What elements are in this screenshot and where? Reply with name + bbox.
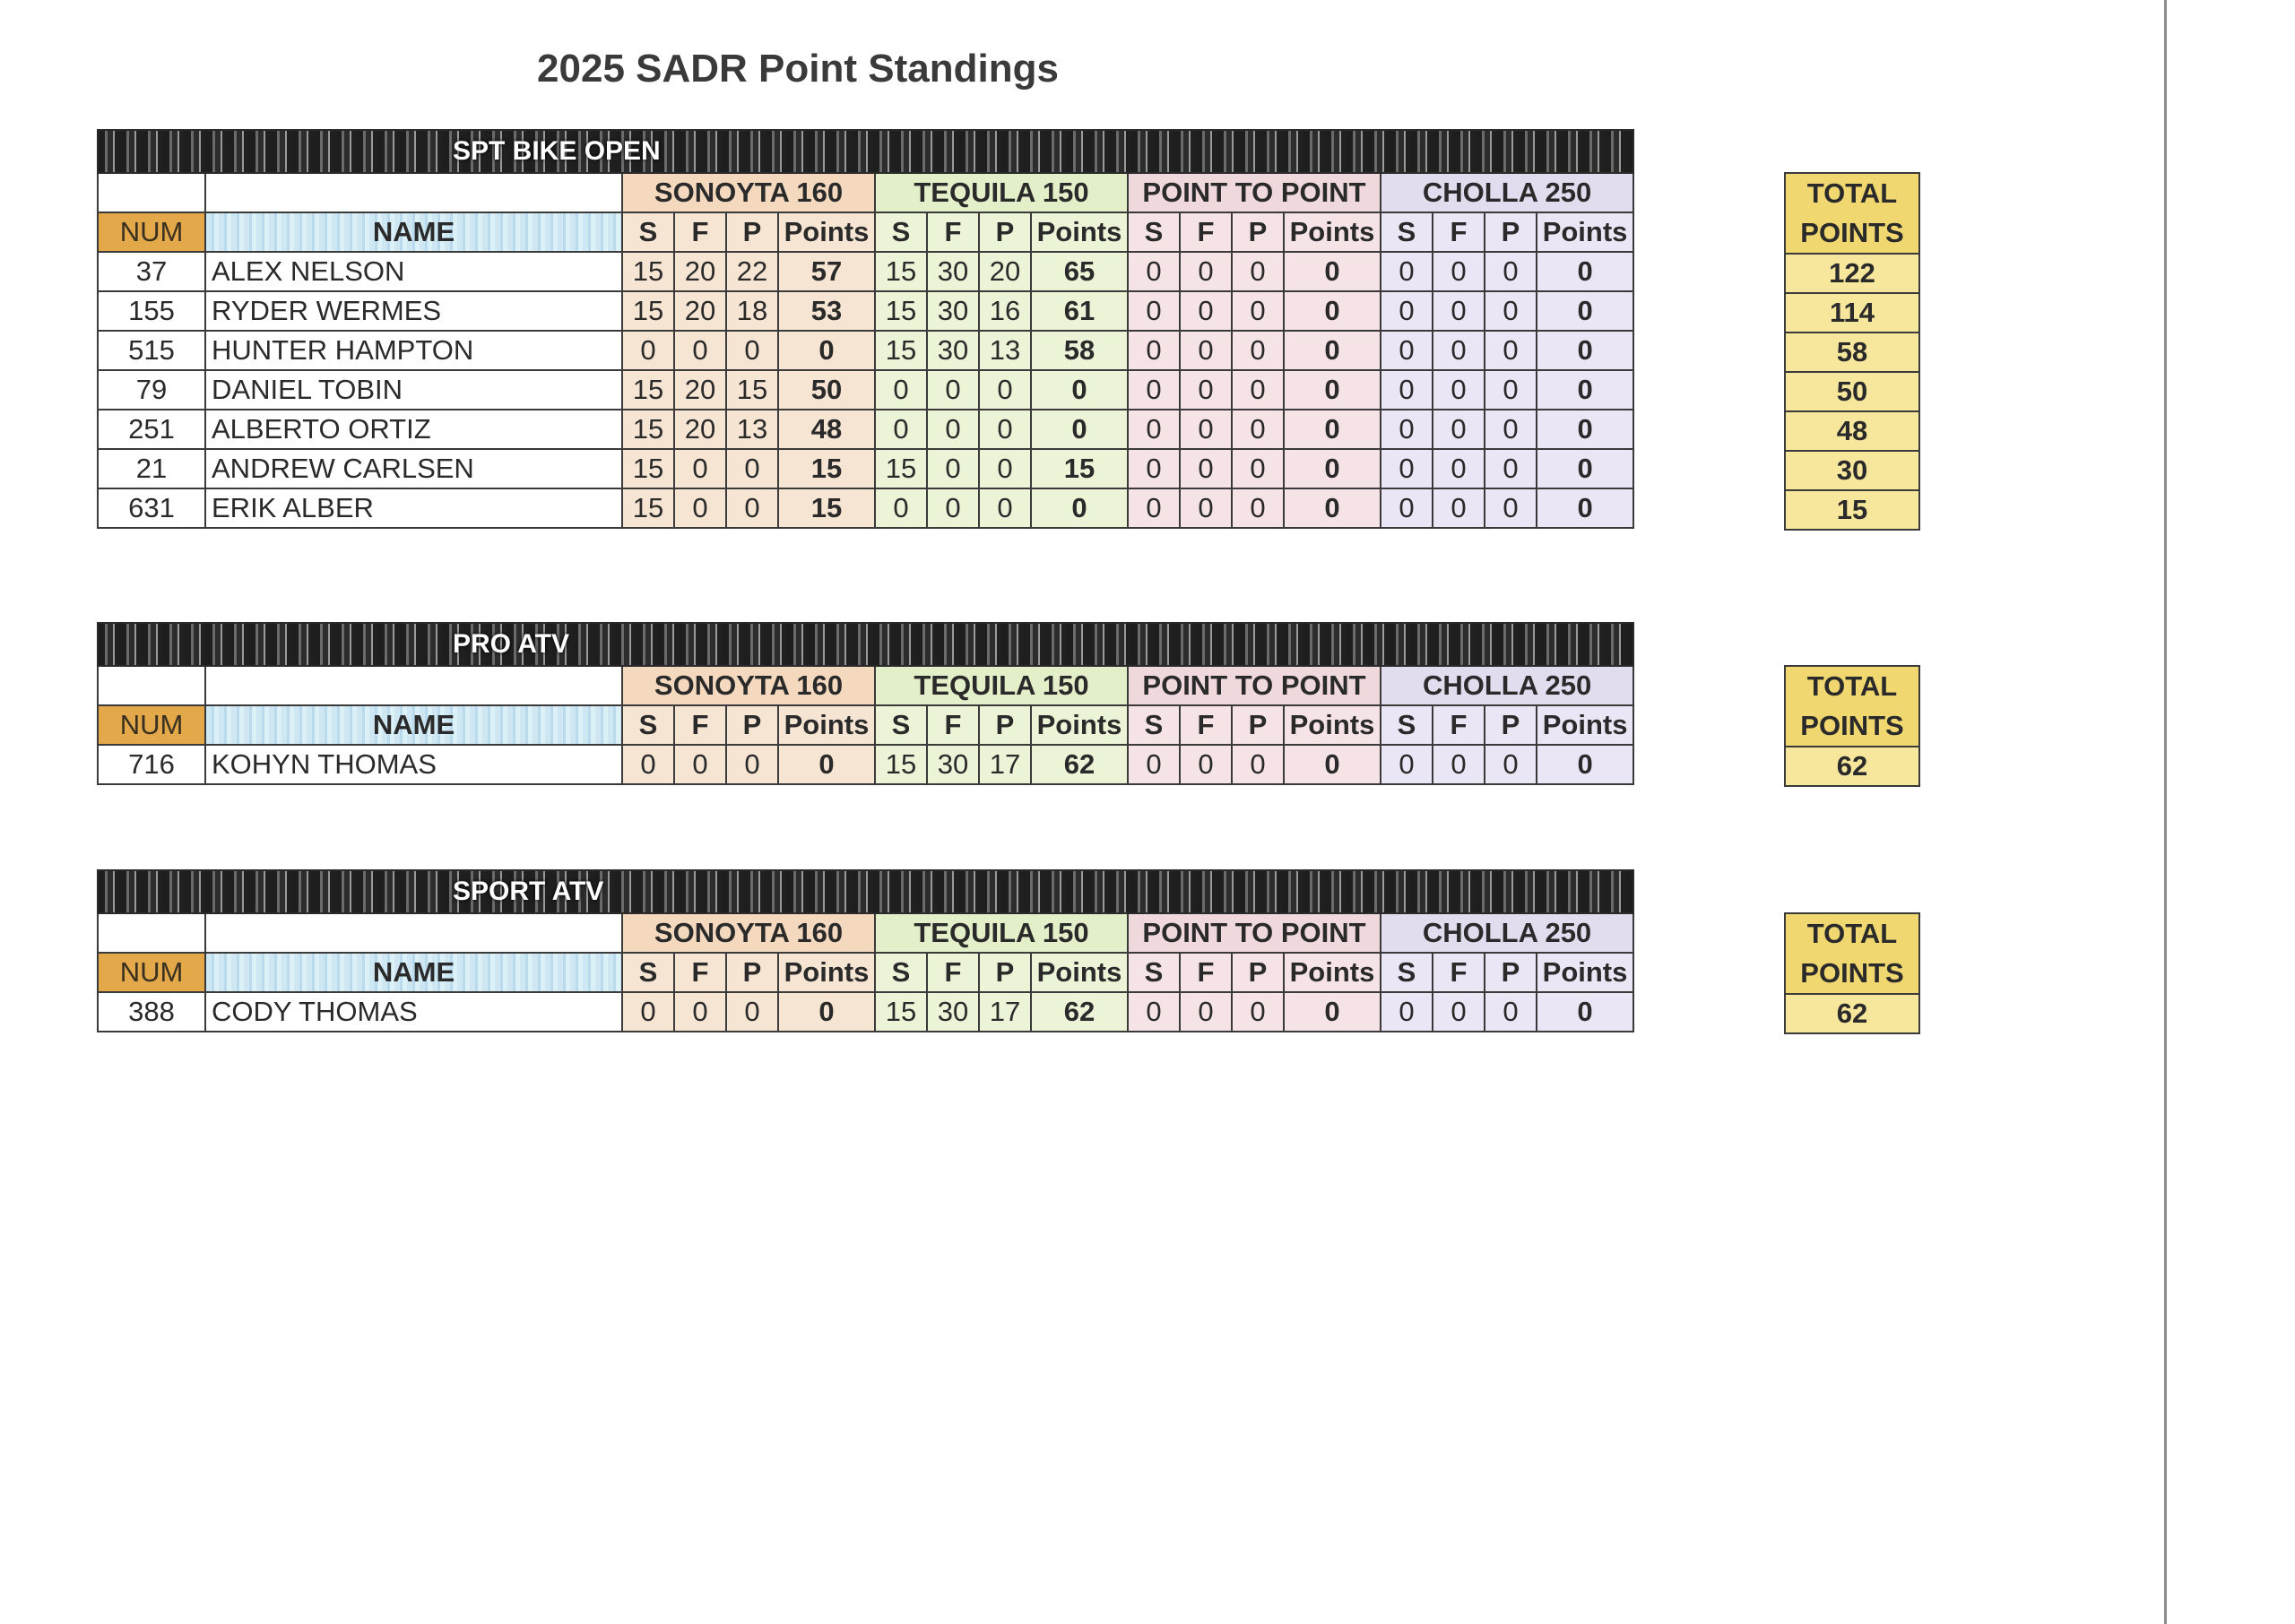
total-header bbox=[1785, 173, 1919, 254]
class-name: SPORT ATV bbox=[453, 877, 604, 906]
p-value: 15 bbox=[726, 370, 778, 410]
points-value: 15 bbox=[1031, 449, 1128, 488]
f-header: F bbox=[1433, 953, 1485, 992]
p-value: 17 bbox=[979, 745, 1031, 784]
p-value: 0 bbox=[979, 488, 1031, 528]
rider-num: 155 bbox=[98, 291, 205, 331]
f-value: 0 bbox=[1433, 410, 1485, 449]
points-header: Points bbox=[1284, 212, 1381, 252]
p-header: P bbox=[1232, 705, 1284, 745]
points-value: 0 bbox=[1284, 370, 1381, 410]
rider-num: 631 bbox=[98, 488, 205, 528]
p-value: 0 bbox=[1232, 291, 1284, 331]
points-value: 0 bbox=[1537, 745, 1633, 784]
points-value: 0 bbox=[1537, 252, 1633, 291]
p-value: 0 bbox=[1485, 745, 1537, 784]
f-value: 30 bbox=[927, 291, 979, 331]
event-header: TEQUILA 150 bbox=[875, 666, 1128, 705]
event-header: SONOYTA 160 bbox=[622, 173, 875, 212]
event-header: TEQUILA 150 bbox=[875, 913, 1128, 953]
s-header: S bbox=[1381, 212, 1433, 252]
points-value: 0 bbox=[1537, 291, 1633, 331]
total-value: 62 bbox=[1785, 747, 1919, 786]
p-header: P bbox=[726, 705, 778, 745]
rider-name: ALEX NELSON bbox=[205, 252, 622, 291]
total-value: 62 bbox=[1785, 994, 1919, 1033]
rider-row bbox=[98, 745, 1633, 784]
total-value: 48 bbox=[1785, 411, 1919, 451]
s-header: S bbox=[1128, 705, 1180, 745]
s-value: 15 bbox=[622, 488, 674, 528]
s-value: 0 bbox=[622, 992, 674, 1032]
standings-section bbox=[97, 129, 1634, 529]
p-value: 0 bbox=[726, 745, 778, 784]
event-header-row bbox=[98, 913, 1633, 953]
f-value: 0 bbox=[674, 992, 726, 1032]
f-header: F bbox=[1433, 212, 1485, 252]
s-value: 15 bbox=[622, 252, 674, 291]
s-value: 0 bbox=[1128, 488, 1180, 528]
points-header: Points bbox=[778, 705, 875, 745]
p-header: P bbox=[726, 212, 778, 252]
s-value: 15 bbox=[622, 291, 674, 331]
p-value: 20 bbox=[979, 252, 1031, 291]
total-row bbox=[1785, 994, 1919, 1033]
s-value: 15 bbox=[875, 331, 927, 370]
total-header-row bbox=[1785, 913, 1919, 994]
total-row bbox=[1785, 411, 1919, 451]
s-value: 0 bbox=[1381, 331, 1433, 370]
rider-name: HUNTER HAMPTON bbox=[205, 331, 622, 370]
total-value: 58 bbox=[1785, 333, 1919, 372]
name-header: NAME bbox=[205, 705, 622, 745]
f-value: 0 bbox=[1433, 745, 1485, 784]
s-value: 0 bbox=[1128, 252, 1180, 291]
points-value: 0 bbox=[1031, 410, 1128, 449]
rider-name: ALBERTO ORTIZ bbox=[205, 410, 622, 449]
s-header: S bbox=[1128, 212, 1180, 252]
s-value: 0 bbox=[1381, 410, 1433, 449]
points-value: 0 bbox=[1284, 449, 1381, 488]
s-value: 15 bbox=[875, 992, 927, 1032]
p-header: P bbox=[1485, 212, 1537, 252]
s-header: S bbox=[875, 953, 927, 992]
points-value: 0 bbox=[778, 331, 875, 370]
s-value: 0 bbox=[875, 488, 927, 528]
points-header: Points bbox=[778, 953, 875, 992]
points-header: Points bbox=[1537, 953, 1633, 992]
p-value: 0 bbox=[1232, 370, 1284, 410]
f-header: F bbox=[927, 705, 979, 745]
points-header: Points bbox=[1537, 212, 1633, 252]
points-header: Points bbox=[1031, 212, 1128, 252]
class-band bbox=[98, 623, 1633, 666]
s-header: S bbox=[875, 705, 927, 745]
p-header: P bbox=[1232, 953, 1284, 992]
p-value: 0 bbox=[1485, 370, 1537, 410]
points-value: 0 bbox=[778, 992, 875, 1032]
p-value: 0 bbox=[979, 370, 1031, 410]
f-header: F bbox=[674, 705, 726, 745]
total-header-line1: TOTAL bbox=[1806, 177, 1898, 209]
event-header: POINT TO POINT bbox=[1128, 173, 1381, 212]
f-value: 30 bbox=[927, 992, 979, 1032]
s-header: S bbox=[1128, 953, 1180, 992]
blank-cell bbox=[205, 173, 622, 212]
column-header-row bbox=[98, 705, 1633, 745]
total-row bbox=[1785, 372, 1919, 411]
num-header: NUM bbox=[98, 953, 205, 992]
blank-cell bbox=[98, 913, 205, 953]
s-value: 0 bbox=[1128, 410, 1180, 449]
f-header: F bbox=[674, 212, 726, 252]
points-value: 53 bbox=[778, 291, 875, 331]
s-header: S bbox=[622, 212, 674, 252]
points-value: 0 bbox=[1031, 488, 1128, 528]
rider-name: CODY THOMAS bbox=[205, 992, 622, 1032]
column-header-row bbox=[98, 212, 1633, 252]
f-value: 20 bbox=[674, 410, 726, 449]
f-value: 0 bbox=[674, 488, 726, 528]
points-value: 0 bbox=[1284, 992, 1381, 1032]
f-value: 0 bbox=[674, 331, 726, 370]
blank-cell bbox=[205, 913, 622, 953]
f-value: 0 bbox=[1180, 331, 1232, 370]
name-header: NAME bbox=[205, 212, 622, 252]
num-header: NUM bbox=[98, 212, 205, 252]
f-value: 0 bbox=[1433, 252, 1485, 291]
total-value: 15 bbox=[1785, 490, 1919, 530]
points-value: 61 bbox=[1031, 291, 1128, 331]
p-value: 0 bbox=[1232, 252, 1284, 291]
page-edge-line bbox=[2164, 0, 2167, 1624]
points-value: 58 bbox=[1031, 331, 1128, 370]
rider-name: ERIK ALBER bbox=[205, 488, 622, 528]
f-value: 30 bbox=[927, 745, 979, 784]
points-value: 15 bbox=[778, 488, 875, 528]
s-value: 0 bbox=[1128, 449, 1180, 488]
f-value: 0 bbox=[1433, 370, 1485, 410]
f-value: 0 bbox=[1180, 488, 1232, 528]
f-value: 0 bbox=[1180, 449, 1232, 488]
event-header-row bbox=[98, 666, 1633, 705]
rider-name: ANDREW CARLSEN bbox=[205, 449, 622, 488]
event-header: SONOYTA 160 bbox=[622, 666, 875, 705]
s-header: S bbox=[622, 705, 674, 745]
points-value: 0 bbox=[1284, 488, 1381, 528]
total-header bbox=[1785, 913, 1919, 994]
standings-table bbox=[97, 869, 1634, 1032]
p-header: P bbox=[1485, 705, 1537, 745]
p-header: P bbox=[1232, 212, 1284, 252]
p-value: 0 bbox=[1232, 449, 1284, 488]
f-value: 20 bbox=[674, 252, 726, 291]
p-value: 0 bbox=[1485, 291, 1537, 331]
total-header-line1: TOTAL bbox=[1806, 670, 1898, 702]
points-header: Points bbox=[1284, 953, 1381, 992]
rider-row bbox=[98, 331, 1633, 370]
s-value: 0 bbox=[1128, 745, 1180, 784]
f-value: 0 bbox=[1180, 252, 1232, 291]
blank-cell bbox=[205, 666, 622, 705]
points-value: 0 bbox=[1284, 291, 1381, 331]
points-value: 0 bbox=[1284, 745, 1381, 784]
rider-row bbox=[98, 488, 1633, 528]
f-value: 0 bbox=[1433, 449, 1485, 488]
class-band-row bbox=[98, 623, 1633, 666]
num-header: NUM bbox=[98, 705, 205, 745]
points-value: 0 bbox=[1284, 252, 1381, 291]
points-value: 0 bbox=[778, 745, 875, 784]
event-header-row bbox=[98, 173, 1633, 212]
s-value: 0 bbox=[1381, 745, 1433, 784]
f-header: F bbox=[927, 953, 979, 992]
s-value: 0 bbox=[1128, 331, 1180, 370]
f-value: 0 bbox=[1433, 488, 1485, 528]
p-value: 0 bbox=[726, 449, 778, 488]
total-header-row bbox=[1785, 666, 1919, 747]
p-value: 22 bbox=[726, 252, 778, 291]
points-value: 48 bbox=[778, 410, 875, 449]
points-value: 62 bbox=[1031, 745, 1128, 784]
points-value: 0 bbox=[1284, 410, 1381, 449]
p-value: 16 bbox=[979, 291, 1031, 331]
event-header: POINT TO POINT bbox=[1128, 666, 1381, 705]
p-header: P bbox=[979, 705, 1031, 745]
s-value: 0 bbox=[1128, 992, 1180, 1032]
rider-num: 37 bbox=[98, 252, 205, 291]
points-value: 0 bbox=[1537, 488, 1633, 528]
total-value: 122 bbox=[1785, 254, 1919, 293]
rider-num: 716 bbox=[98, 745, 205, 784]
p-value: 0 bbox=[1232, 410, 1284, 449]
p-value: 0 bbox=[1485, 331, 1537, 370]
total-row bbox=[1785, 293, 1919, 333]
s-value: 15 bbox=[622, 370, 674, 410]
rider-num: 388 bbox=[98, 992, 205, 1032]
p-value: 0 bbox=[979, 410, 1031, 449]
p-value: 0 bbox=[1485, 410, 1537, 449]
page-title: 2025 SADR Point Standings bbox=[537, 47, 1059, 91]
s-value: 0 bbox=[1128, 291, 1180, 331]
p-value: 0 bbox=[979, 449, 1031, 488]
event-header: POINT TO POINT bbox=[1128, 913, 1381, 953]
total-header bbox=[1785, 666, 1919, 747]
s-value: 0 bbox=[1381, 370, 1433, 410]
p-value: 0 bbox=[1232, 745, 1284, 784]
f-value: 0 bbox=[674, 745, 726, 784]
total-row bbox=[1785, 747, 1919, 786]
s-value: 15 bbox=[875, 252, 927, 291]
rider-row bbox=[98, 370, 1633, 410]
f-header: F bbox=[1180, 705, 1232, 745]
f-header: F bbox=[1180, 212, 1232, 252]
total-points-table bbox=[1784, 665, 1920, 787]
f-header: F bbox=[674, 953, 726, 992]
column-header-row bbox=[98, 953, 1633, 992]
f-value: 0 bbox=[674, 449, 726, 488]
p-header: P bbox=[979, 212, 1031, 252]
class-band-row bbox=[98, 870, 1633, 913]
points-value: 62 bbox=[1031, 992, 1128, 1032]
total-header-line2: POINTS bbox=[1800, 217, 1904, 248]
s-value: 15 bbox=[875, 745, 927, 784]
blank-cell bbox=[98, 173, 205, 212]
points-value: 0 bbox=[1031, 370, 1128, 410]
p-value: 17 bbox=[979, 992, 1031, 1032]
f-value: 30 bbox=[927, 252, 979, 291]
total-value: 114 bbox=[1785, 293, 1919, 333]
class-band bbox=[98, 870, 1633, 913]
points-header: Points bbox=[1031, 953, 1128, 992]
event-header: CHOLLA 250 bbox=[1381, 173, 1633, 212]
rider-num: 79 bbox=[98, 370, 205, 410]
s-value: 15 bbox=[875, 291, 927, 331]
f-value: 0 bbox=[1180, 410, 1232, 449]
points-value: 50 bbox=[778, 370, 875, 410]
s-value: 15 bbox=[875, 449, 927, 488]
class-name: SPT BIKE OPEN bbox=[453, 136, 661, 166]
f-value: 0 bbox=[927, 370, 979, 410]
f-value: 0 bbox=[1433, 992, 1485, 1032]
p-value: 0 bbox=[1485, 488, 1537, 528]
f-value: 0 bbox=[1180, 745, 1232, 784]
total-row bbox=[1785, 451, 1919, 490]
rider-name: KOHYN THOMAS bbox=[205, 745, 622, 784]
standings-table bbox=[97, 622, 1634, 785]
class-band bbox=[98, 130, 1633, 173]
rider-name: DANIEL TOBIN bbox=[205, 370, 622, 410]
p-value: 0 bbox=[726, 488, 778, 528]
p-value: 0 bbox=[726, 331, 778, 370]
total-value: 30 bbox=[1785, 451, 1919, 490]
f-header: F bbox=[1180, 953, 1232, 992]
standings-section bbox=[97, 869, 1634, 1032]
points-value: 57 bbox=[778, 252, 875, 291]
s-value: 0 bbox=[875, 370, 927, 410]
s-header: S bbox=[875, 212, 927, 252]
f-value: 0 bbox=[1180, 291, 1232, 331]
points-value: 0 bbox=[1537, 449, 1633, 488]
p-value: 13 bbox=[979, 331, 1031, 370]
rider-row bbox=[98, 410, 1633, 449]
rider-row bbox=[98, 252, 1633, 291]
s-value: 0 bbox=[1128, 370, 1180, 410]
standings-section bbox=[97, 622, 1634, 785]
total-header-line1: TOTAL bbox=[1806, 918, 1898, 949]
points-header: Points bbox=[1537, 705, 1633, 745]
points-header: Points bbox=[1284, 705, 1381, 745]
s-value: 0 bbox=[1381, 252, 1433, 291]
total-header-row bbox=[1785, 173, 1919, 254]
f-header: F bbox=[927, 212, 979, 252]
p-value: 13 bbox=[726, 410, 778, 449]
total-points-table bbox=[1784, 172, 1920, 531]
points-value: 0 bbox=[1537, 992, 1633, 1032]
total-header-line2: POINTS bbox=[1800, 710, 1904, 741]
rider-num: 251 bbox=[98, 410, 205, 449]
points-value: 0 bbox=[1284, 331, 1381, 370]
p-value: 18 bbox=[726, 291, 778, 331]
blank-cell bbox=[98, 666, 205, 705]
f-value: 0 bbox=[927, 410, 979, 449]
event-header: SONOYTA 160 bbox=[622, 913, 875, 953]
s-header: S bbox=[622, 953, 674, 992]
f-value: 20 bbox=[674, 291, 726, 331]
s-value: 15 bbox=[622, 449, 674, 488]
points-value: 0 bbox=[1537, 410, 1633, 449]
f-value: 30 bbox=[927, 331, 979, 370]
f-value: 0 bbox=[927, 449, 979, 488]
total-row bbox=[1785, 490, 1919, 530]
s-header: S bbox=[1381, 705, 1433, 745]
p-value: 0 bbox=[1232, 992, 1284, 1032]
f-value: 0 bbox=[927, 488, 979, 528]
p-header: P bbox=[726, 953, 778, 992]
s-value: 0 bbox=[875, 410, 927, 449]
s-value: 0 bbox=[1381, 449, 1433, 488]
rider-name: RYDER WERMES bbox=[205, 291, 622, 331]
total-row bbox=[1785, 254, 1919, 293]
points-value: 15 bbox=[778, 449, 875, 488]
f-value: 20 bbox=[674, 370, 726, 410]
rider-row bbox=[98, 992, 1633, 1032]
points-value: 0 bbox=[1537, 370, 1633, 410]
event-header: TEQUILA 150 bbox=[875, 173, 1128, 212]
p-value: 0 bbox=[1485, 992, 1537, 1032]
class-name: PRO ATV bbox=[453, 629, 570, 659]
event-header: CHOLLA 250 bbox=[1381, 666, 1633, 705]
points-header: Points bbox=[778, 212, 875, 252]
f-value: 0 bbox=[1180, 370, 1232, 410]
rider-row bbox=[98, 291, 1633, 331]
points-value: 0 bbox=[1537, 331, 1633, 370]
total-row bbox=[1785, 333, 1919, 372]
s-value: 0 bbox=[622, 745, 674, 784]
p-value: 0 bbox=[1232, 488, 1284, 528]
total-value: 50 bbox=[1785, 372, 1919, 411]
rider-row bbox=[98, 449, 1633, 488]
s-value: 0 bbox=[1381, 291, 1433, 331]
total-points-table bbox=[1784, 912, 1920, 1034]
s-value: 0 bbox=[1381, 488, 1433, 528]
f-value: 0 bbox=[1180, 992, 1232, 1032]
f-header: F bbox=[1433, 705, 1485, 745]
p-value: 0 bbox=[1485, 252, 1537, 291]
p-header: P bbox=[979, 953, 1031, 992]
points-header: Points bbox=[1031, 705, 1128, 745]
rider-num: 21 bbox=[98, 449, 205, 488]
s-value: 0 bbox=[622, 331, 674, 370]
event-header: CHOLLA 250 bbox=[1381, 913, 1633, 953]
p-value: 0 bbox=[1232, 331, 1284, 370]
s-value: 15 bbox=[622, 410, 674, 449]
f-value: 0 bbox=[1433, 291, 1485, 331]
s-header: S bbox=[1381, 953, 1433, 992]
p-value: 0 bbox=[726, 992, 778, 1032]
standings-table bbox=[97, 129, 1634, 529]
p-header: P bbox=[1485, 953, 1537, 992]
f-value: 0 bbox=[1433, 331, 1485, 370]
name-header: NAME bbox=[205, 953, 622, 992]
p-value: 0 bbox=[1485, 449, 1537, 488]
s-value: 0 bbox=[1381, 992, 1433, 1032]
class-band-row bbox=[98, 130, 1633, 173]
points-value: 65 bbox=[1031, 252, 1128, 291]
rider-num: 515 bbox=[98, 331, 205, 370]
total-header-line2: POINTS bbox=[1800, 957, 1904, 989]
